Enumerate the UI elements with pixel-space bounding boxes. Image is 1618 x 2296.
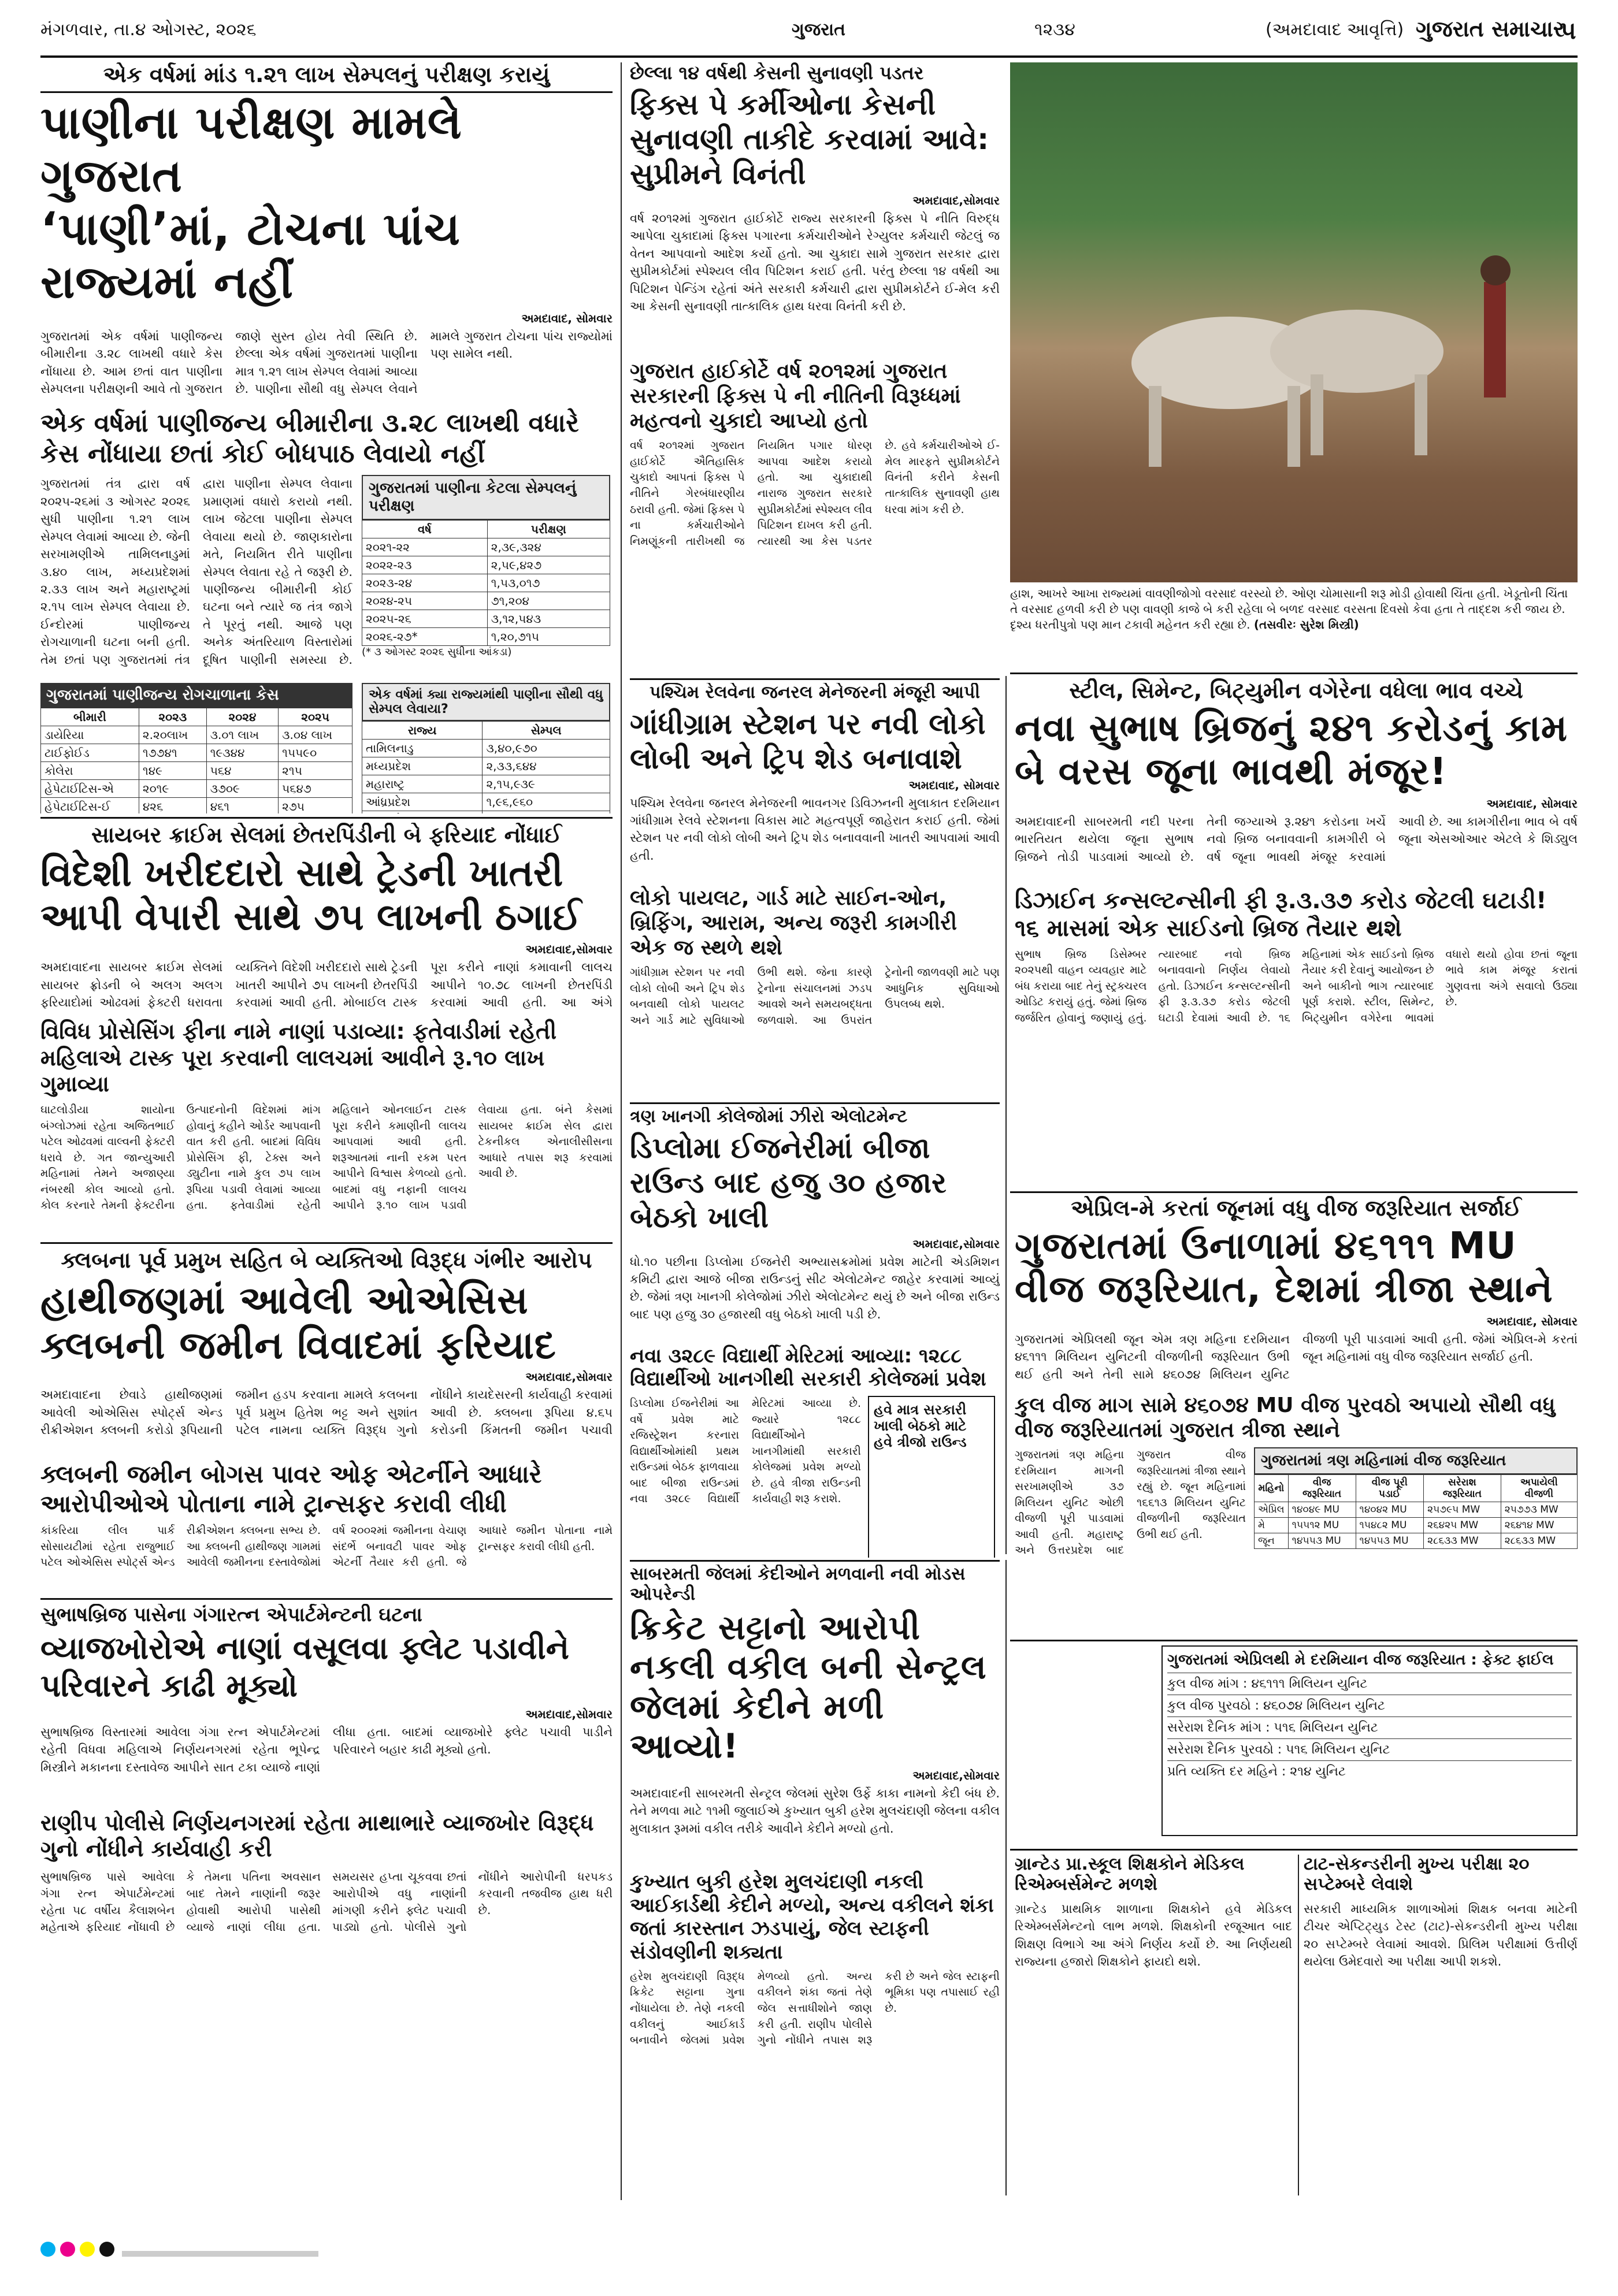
subheadline: કુખ્યાત બુકી હરેશ મુલચંદાણી નકલી આઈકાર્ડથી કેદીને મળ્યો, અન્ય વકીલને શંકા જતાં કારસ્તાન ઝડપાયું, જેલ સ્ટાફની સંડોવણીની શક્યતા: [630, 1870, 994, 1964]
samples-table-note: (* ૩ ઓગસ્ટ ૨૦૨૬ સુધીના આંકડા): [362, 646, 512, 659]
bullocks-plowing-illustration: [1010, 62, 1578, 582]
water-testing-story: [40, 62, 613, 813]
table-row: ૨૦૨૬-૨૭* ૧,૨૦,૭૧૫: [362, 628, 610, 646]
color-registration-bar: [40, 2242, 1578, 2265]
subheadline: ડિઝાઈન કન્સલ્ટન્સીની ફી રૂ.૩.૩૭ કરોડ જેટલી ઘટાડી! ૧૬ માસમાં એક સાઈડનો બ્રિજ તૈયાર થશે: [1015, 887, 1547, 942]
divider: [40, 91, 613, 93]
column-divider: [1298, 1855, 1299, 2195]
dateline: અમદાવાદ, સોમવાર: [1486, 1314, 1578, 1328]
subheadline: ગુજરાત હાઈકોર્ટે વર્ષ ૨૦૧૨માં ગુજરાત સરકારની ફિક્સ પે ની નીતિની વિરૂધ્ધમાં મહત્વનો ચુકાદો આપ્યો હતો: [630, 359, 961, 433]
samples-table-title: ગુજરાતમાં પાણીના કેટલા સેમ્પલનું પરીક્ષણ: [362, 475, 610, 520]
kicker: સ્ટીલ, સિમેન્ટ, બિટ્યુમીન વગેરેના વધેલા ભાવ વચ્ચે: [1069, 678, 1523, 703]
subheadline: ક્લબની જમીન બોગસ પાવર ઓફ એટર્નીને આધારે આરોપીઓએ પોતાના નામે ટ્રાન્સફર કરાવી લીધી: [40, 1460, 542, 1518]
headline: હાથીજણમાં આવેલી ઓએસિસ ક્લબની જમીન વિવાદમાં ફરિયાદ: [40, 1277, 556, 1368]
divider: [40, 817, 613, 819]
col-header: પરીક્ષણ: [487, 521, 610, 538]
column-divider: [621, 62, 622, 2200]
disease-table: બીમારી ૨૦૨૩ ૨૦૨૪ ૨૦૨૫ ડાયેરિયા ૨.૨૦લાખ ૩.૦૧ લાખ ૩.૦૪ લાખ ટાઈફોઈડ ૧૭૭૪૧ ૧૯૩૪૪ ૧૫૫૯૦ કોલેરા ૧૪૯ ૫૬૪ ૨૧૫ હેપેટાઈટિસ-એ ૨૦૧૯ ૩૭૦૯ ૫૬૪૭ હેપેટાઈટિસ-ઈ ૪૨૬ ૪૬૧ ૨૭૫: [40, 708, 352, 813]
dateline: અમદાવાદ,સોમવાર: [912, 1768, 1000, 1782]
dateline: અમદાવાદ,સોમવાર: [525, 1370, 613, 1384]
kicker: ટાટ-સેકન્ડરીની મુખ્ય પરીક્ષા ૨૦ સપ્ટેમ્બરે લેવાશે: [1304, 1855, 1530, 1894]
lead-text: ગુજરાતમાં એપ્રિલથી જૂન એમ ત્રણ મહિના દરમિયાન ૪૬૧૧૧ મિલિયન યુનિટની વીજળીની જરૂરિયાત ઉભી થઈ હતી અને તેની સામે ૪૬૦૭૪ મિલિયન યુનિટ વીજળી પૂરી પાડવામાં આવી હતી. જેમાં એપ્રિલ-મે કરતાં જૂન મહિનામાં વધુ વીજ જરૂરિયાત સર્જાઈ હતી.: [1015, 1332, 1578, 1381]
photo-credit: (તસવીરઃ સુરેશ મિસ્ત્રી): [1253, 618, 1359, 631]
body-text: કાંકરિયા લીલ પાર્ક સોસાયટીમાં રહેતા રાજુભાઈ પટેલ ઓએસિસ સ્પોર્ટ્સ એન્ડ રીક્રીએશન ક્લબના સભ્ય છે. આ ક્લબની હાથીજણ ગામમાં આવેલી જમીનના દસ્તાવેજોમાં વર્ષ ૨૦૦૨માં જમીનના વેચાણ સંદર્ભે બનાવટી પાવર ઓફ એટર્ની તૈયાર કરી હતી. જે આધારે જમીન પોતાના નામે ટ્રાન્સફર કરાવી લીધી હતી.: [40, 1524, 613, 1569]
body-text: ગાંધીગ્રામ સ્ટેશન પર નવી લોકો લોબી અને ટ્રિપ શેડ બનવાથી લોકો પાયલટ અને ગાર્ડ માટે સુવિધાઓ ઉભી થશે. જેના કારણે ટ્રેનોના સંચાલનમાં ઝડપ આવશે અને સમયબદ્ધતા જળવાશે. આ ઉપરાંત ટ્રેનોની જાળવણી માટે પણ આધુનિક સુવિધાઓ ઉપલબ્ધ થશે.: [630, 966, 1000, 1027]
fact-item: કુલ વીજ પુરવઠો : ૪૬૦૭૪ મિલિયન યુનિટ: [1167, 1695, 1572, 1717]
table-row: કોલેરા ૧૪૯ ૫૬૪ ૨૧૫: [41, 762, 352, 780]
divider: [630, 678, 1000, 680]
table-row: તામિલનાડુ ૩,૪૦,૯૭૦: [362, 740, 610, 757]
jail-story: [630, 1565, 1000, 2194]
kicker: પશ્ચિમ રેલવેના જનરલ મેનેજરની મંજૂરી આપી: [650, 683, 980, 703]
caption-text: હાશ, આખરે આખા રાજ્યમાં વાવણીજોગો વરસાદ વરસ્યો છે. ઓણ ચોમાસાની શરૂ મોડી હોવાથી ચિંતા હતી. ખેડૂતોની ચિંતા તે વરસાદ હળવી કરી છે પણ વાવણી કાજે બે કરી રહેલા બે બળદ વરસાદ વરસતા દિવસો કેવા હતા તે તાદ્દશ કરી જાય છે. દૃશ્ય ધરતીપુત્રો પણ માન ટકાવી મહેનત કરી રહ્યા છે.: [1010, 586, 1568, 631]
column-divider: [1005, 676, 1007, 1554]
page-number: ૫: [1560, 16, 1576, 44]
fact-file-title: ગુજરાતમાં એપ્રિલથી મે દરમિયાન વીજ જરૂરિયાત : ફેક્ટ ફાઈલ: [1167, 1651, 1554, 1669]
subheadline: કુલ વીજ માગ સામે ૪૬૦૭૪ MU વીજ પુરવઠો અપાયો સૌથી વધુ વીજ જરૂરિયાતમાં ગુજરાત ત્રીજા સ્થાને: [1015, 1393, 1556, 1442]
body-text: ડિપ્લોમા ઈજનેરીમાં આ વર્ષે પ્રવેશ માટે રજિસ્ટ્રેશન કરનારા વિદ્યાર્થીઓમાંથી પ્રથમ રાઉન્ડમાં બેઠક ફાળવાયા બાદ બીજા રાઉન્ડમાં નવા ૩૨૮૯ વિદ્યાર્થી મેરિટમાં આવ્યા છે. જ્યારે ૧૨૮૮ વિદ્યાર્થીઓને ખાનગીમાંથી સરકારી કોલેજમાં પ્રવેશ મળ્યો છે. હવે ત્રીજા રાઉન્ડની કાર્યવાહી શરૂ કરાશે.: [630, 1397, 861, 1506]
body-text: ગુજરાતમાં તંત્ર દ્વારા વર્ષ ૨૦૨૫-૨૬માં ૩ ઓગસ્ટ ૨૦૨૬ સુધી પાણીના ૧.૨૧ લાખ સેમ્પલ લેવામાં આવ્યા છે. જેની સરખામણીએ તામિલનાડુમાં ૩.૪૦ લાખ, મધ્યપ્રદેશમાં ૨.૩૩ લાખ અને મહારાષ્ટ્રમાં ૨.૧૫ લાખ સેમ્પલ લેવાયા છે. ઈન્દોરમાં પાણીજન્ય રોગચાળાની ઘટના બની હતી. તેમ છતાં પણ ગુજરાતમાં તંત્ર દ્વારા પાણીના સેમ્પલ લેવાના પ્રમાણમાં વધારો કરાયો નથી. લાખ જેટલા પાણીના સેમ્પલ લેવાયા થયો છે. જાણકારોના મતે, નિયમિત રીતે પાણીના સેમ્પલ લેવાતા રહે તે જરૂરી છે. પાણીજન્ય બીમારીની કોઈ ઘટના બને ત્યારે જ તંત્ર જાગે તે પૂરતું નથી. આજે પણ અનેક અંતરિયાળ વિસ્તારોમાં દૂષિત પાણીની સમસ્યા છે.: [40, 477, 352, 667]
dateline: અમદાવાદ,સોમવાર: [912, 193, 1000, 207]
dateline: અમદાવાદ,સોમવાર: [525, 942, 613, 957]
divider: [630, 1102, 1000, 1104]
table-row: ૨૦૨૪-૨૫ ૭૧,૨૦૪: [362, 592, 610, 610]
fact-item: કુલ વીજ માંગ : ૪૬૧૧૧ મિલિયન યુનિટ: [1167, 1673, 1572, 1695]
lead-text: પશ્ચિમ રેલવેના જનરલ મેનેજરની ભાવનગર ડિવિઝનની મુલાકાત દરમિયાન ગાંધીગ્રામ રેલવે સ્ટેશનના વિકાસ માટે મહત્વપૂર્ણ જાહેરાત કરાઈ હતી. જેમાં સ્ટેશન પર નવી લોકો લોબી અને ટ્રિપ શેડ બનાવવાની ખાતરી આપવામાં આવી હતી.: [630, 796, 1000, 863]
subheadline: વિવિધ પ્રોસેસિંગ ફીના નામે નાણાં પડાવ્યા: ફતેવાડીમાં રહેતી મહિલાએ ટાસ્ક પૂરા કરવાની લાલચમાં આવીને રૂ.૧૦ લાખ ગુમાવ્યા: [40, 1019, 557, 1097]
body-text: સુભાષબ્રિજ પાસે આવેલા ગંગા રત્ન એપાર્ટમેન્ટમાં રહેતા ૫૮ વર્ષીય કૈલાશબેન મહેતાએ ફરિયાદ નોંધાવી છે કે તેમના પતિના અવસાન બાદ તેમને નાણાંની જરૂર હોવાથી આરોપી પાસેથી વ્યાજે નાણાં લીધા હતા. સમયસર હપ્તા ચૂકવવા છતાં આરોપીએ વધુ નાણાંની માંગણી કરીને ફ્લેટ પચાવી પાડ્યો હતો. પોલીસે ગુનો નોંધીને આરોપીની ધરપકડ કરવાની તજવીજ હાથ ધરી છે.: [40, 1869, 613, 1934]
table-row: મહારાષ્ટ્ર ૨,૧૫,૯૩૯: [362, 775, 610, 793]
samples-table: [362, 520, 610, 646]
railway-story: [630, 683, 1000, 1099]
dateline: અમદાવાદ, સોમવાર: [908, 778, 1000, 792]
headline-line2: ‘પાણી’માં, ટોચના પાંચ રાજ્યમાં નહીં: [40, 203, 461, 309]
lead-text: અમદાવાદના છેવાડે હાથીજણમાં આવેલી ઓએસિસ સ્પોર્ટ્સ એન્ડ રીક્રીએશન ક્લબની કરોડો રૂપિયાની જમીન હડપ કરવાના મામલે કલબના પૂર્વ પ્રમુખ હિતેશ ભટ્ટ અને સુશાંત પટેલ નામના વ્યક્તિ વિરૂદ્ધ ગુનો નોંધીને કાયદેસરની કાર્યવાહી કરવામાં આવી છે. ક્લબના રૂપિયા ૪.૬૫ કરોડની કિંમતની જમીન પચાવી: [40, 1388, 613, 1437]
states-table-title: એક વર્ષમાં ક્યા રાજ્યમાંથી પાણીના સૌથી વધુ સેમ્પલ લેવાયા?: [362, 683, 610, 721]
kicker: છેલ્લા ૧૪ વર્ષથી કેસની સુનાવણી પડતર: [630, 62, 924, 84]
kicker: એક વર્ષમાં માંડ ૧.૨૧ લાખ સેમ્પલનું પરીક્ષણ કરાયું: [103, 62, 550, 87]
body-text: સરકારી માધ્યમિક શાળાઓમાં શિક્ષક બનવા માટેની ટીચર એપ્ટિટ્યુડ ટેસ્ટ (ટાટ)-સેકન્ડરીની મુખ્ય પરીક્ષા ૨૦ સપ્ટેમ્બરે લેવામાં આવશે. પ્રિલિમ પરીક્ષામાં ઉત્તીર્ણ થયેલા ઉમેદવારો આ પરીક્ષા આપી શકશે.: [1304, 1902, 1578, 1969]
divider: [1010, 1640, 1578, 1641]
table-row: ટાઈફોઈડ ૧૭૭૪૧ ૧૯૩૪૪ ૧૫૫૯૦: [41, 744, 352, 762]
body-text: હરેશ મુલચંદાણી વિરૂદ્ધ ક્રિકેટ સટ્ટાના ગુના નોંધાયેલા છે. તેણે નકલી વકીલનું આઈકાર્ડ બનાવીને જેલમાં પ્રવેશ મેળવ્યો હતો. અન્ય વકીલને શંકા જતાં તેણે જેલ સત્તાધીશોને જાણ કરી હતી. રાણીપ પોલીસે ગુનો નોંધીને તપાસ શરૂ કરી છે અને જેલ સ્ટાફની ભૂમિકા પણ તપાસાઈ રહી છે.: [630, 1970, 1000, 2047]
lead-text: ગુજરાતમાં એક વર્ષમાં પાણીજન્ય બીમારીના ૩.૨૮ લાખથી વધારે કેસ નોંધાયા છે. આમ છતાં વાત પાણીના સેમ્પલના પરીક્ષણની આવે તો ગુજરાત જાણે સુસ્ત હોય તેવી સ્થિતિ છે. છેલ્લા એક વર્ષમાં ગુજરાતમાં પાણીના માત્ર ૧.૨૧ લાખ સેમ્પલ લેવામાં આવ્યા છે. પાણીના સૌથી વધુ સેમ્પલ લેવાને મામલે ગુજરાત ટોચના પાંચ રાજ્યોમાં પણ સામેલ નથી.: [40, 329, 613, 396]
diploma-story: [630, 1107, 1000, 1558]
kicker: ગ્રાન્ટેડ પ્રા.સ્કૂલ શિક્ષકોને મેડિકલ રિએમ્બર્સમેન્ટ મળશે: [1015, 1855, 1245, 1894]
table-row: એપ્રિલ ૧૪૦૪૯ MU ૧૪૦૪૨ MU ૨૫૭૯૫ MW ૨૫૭૭૩ MW: [1255, 1502, 1578, 1518]
body-text: ગુજરાતમાં ત્રણ મહિના દરમિયાન માગની સરખામણીએ ૩૭ મિલિયન યુનિટ ઓછી વીજળી પૂરી પાડવામાં આવી હતી. મહારાષ્ટ્ર અને ઉત્તરપ્રદેશ બાદ ગુજરાત વીજ જરૂરિયાતમાં ત્રીજા સ્થાને રહ્યું છે. જૂન મહિનામાં ૧૬૬૧૩ મિલિયન યુનિટ વીજળીની જરૂરિયાત ઉભી થઈ હતી.: [1015, 1448, 1246, 1557]
table-row: [362, 811, 610, 813]
fact-item: સરેરાશ દૈનિક માંગ : ૫૧૬ મિલિયન યુનિટ: [1167, 1717, 1572, 1738]
table-row: ૨૦૨૨-૨૩ ૨,૫૯,૪૨૭: [362, 556, 610, 574]
sidebar-box: હવે માત્ર સરકારી ખાલી બેઠકો માટે હવે ત્રીજો રાઉન્ડ: [868, 1396, 995, 1558]
lead-text: અમદાવાદની સાબરમતી નદી પરના ભારતિયત થયેલા જૂના સુભાષ બ્રિજને તોડી પાડવામાં આવ્યો છે. તેની જગ્યાએ રૂ.૨૪૧ કરોડના ખર્ચે નવો બ્રિજ બનાવવાની કામગીરી બે વર્ષ જૂના ભાવથી મંજૂર કરવામાં આવી છે. આ કામગીરીના ભાવ બે વર્ષ જૂના એસઓઆર એટલે કે શિડ્યુલ: [1015, 814, 1578, 864]
power-demand-story: [1015, 1196, 1578, 1635]
power-table-title: ગુજરાતમાં ત્રણ મહિનામાં વીજ જરૂરિયાત: [1254, 1447, 1578, 1474]
farm-photo: [1010, 62, 1578, 582]
column-divider: [1005, 1560, 1007, 2195]
subheadline: રાણીપ પોલીસે નિર્ણયનગરમાં રહેતા માથાભારે વ્યાજખોર વિરૂદ્ધ ગુનો નોંધીને કાર્યવાહી કરી: [40, 1810, 594, 1862]
body-text: ઘાટલોડીયા શાયોના બંગ્લોઝમાં રહેતા અજિતભાઈ પટેલ ઓઢવમાં વાલ્વની ફેક્ટરી ધરાવે છે. ગત જાન્યુઆરી મહિનામાં તેમને અજાણ્યા નંબરથી કોલ આવ્યો હતો. કોલ કરનારે તેમની ફેક્ટરીના ઉત્પાદનોની વિદેશમાં માંગ હોવાનું કહીને ઓર્ડર આપવાની વાત કરી હતી. બાદમાં વિવિધ પ્રોસેસિંગ ફી, ટેક્સ અને ડ્યુટીના નામે કુલ ૭૫ લાખ રૂપિયા પડાવી લેવામાં આવ્યા હતા. ફતેવાડીમાં રહેતી મહિલાને ઓનલાઈન ટાસ્ક પૂરા કરીને કમાણીની લાલચ આપવામાં આવી હતી. શરૂઆતમાં નાની રકમ પરત આપીને વિશ્વાસ કેળવ્યો હતો. બાદમાં વધુ નફાની લાલચ આપીને રૂ.૧૦ લાખ પડાવી લેવાયા હતા. બંને કેસમાં સાયબર ક્રાઈમ સેલ દ્વારા ટેકનીકલ એનાલીસીસના આધારે તપાસ શરૂ કરવામાં આવી છે.: [40, 1104, 613, 1212]
divider: [1010, 1849, 1578, 1851]
headline: વ્યાજખોરોએ નાણાં વસૂલવા ફ્લેટ પડાવીને પરિવારને કાઢી મૂક્યો: [40, 1630, 569, 1704]
table-row: ૨૦૨૩-૨૪ ૧,૫૩,૦૧૭: [362, 574, 610, 592]
power-fact-file: [1161, 1645, 1578, 1836]
table-row: હેપેટાઈટિસ-ઈ ૪૨૬ ૪૬૧ ૨૭૫: [41, 798, 352, 813]
divider: [40, 1242, 613, 1244]
edition-label: (અમદાવાદ આવૃત્તિ): [1266, 20, 1404, 40]
issue-date: મંગળવાર, તા.૪ ઓગસ્ટ, ૨૦૨૬: [40, 20, 257, 40]
kicker: ક્લબના પૂર્વ પ્રમુખ સહિત બે વ્યક્તિઓ વિરૂદ્ધ ગંભીર આરોપ: [61, 1248, 592, 1273]
table-row: મે ૧૫૫૧૨ MU ૧૫૪૮૨ MU ૨૬૪૨૫ MW ૨૬૪૧૪ MW: [1255, 1518, 1578, 1533]
divider: [630, 1560, 1000, 1562]
table-row: મધ્યપ્રદેશ ૨,૩૩,૬૪૪: [362, 757, 610, 775]
subhash-bridge-story: [1015, 678, 1578, 1187]
table-row: આંધ્રપ્રદેશ ૧,૯૬,૯૬૦: [362, 793, 610, 811]
divider: [1010, 1191, 1578, 1193]
fact-item: પ્રતિ વ્યક્તિ દર મહિને : ૨૧૪ યુનિટ: [1167, 1760, 1572, 1782]
fix-pay-story: [630, 62, 1000, 675]
disease-table-title: ગુજરાતમાં પાણીજન્ય રોગચાળાના કેસ: [40, 683, 352, 708]
headline: વિદેશી ખરીદદારો સાથે ટ્રેડની ખાતરી આપી વેપારી સાથે ૭૫ લાખની ઠગાઈ: [40, 852, 581, 939]
page-code: ૧૨૩૪: [1034, 20, 1075, 40]
headline: ક્રિકેટ સટ્ટાનો આરોપી નકલી વકીલ બની સેન્ટ્રલ જેલમાં કેદીને મળી આવ્યો!: [630, 1608, 987, 1766]
table-row: જૂન ૧૪૫૫૩ MU ૧૪૫૫૩ MU ૨૮૬૩૩ MW ૨૮૬૩૩ MW: [1255, 1533, 1578, 1549]
divider: [40, 1598, 613, 1600]
kicker: સાબરમતી જેલમાં કેદીઓને મળવાની નવી મોડસ ઓપરેન્ડી: [630, 1565, 966, 1604]
header-rule: [40, 55, 1578, 58]
states-table: રાજ્ય સેમ્પલ તામિલનાડુ ૩,૪૦,૯૭૦ મધ્યપ્રદેશ ૨,૩૩,૬૪૪ મહારાષ્ટ્ર ૨,૧૫,૯૩૯ આંધ્રપ્રદેશ ૧,૯૬,૯૬૦: [362, 721, 610, 813]
dateline: અમદાવાદ, સોમવાર: [1486, 796, 1578, 811]
table-row: ૨૦૨૫-૨૬ ૩,૧૨,૫૪૩: [362, 610, 610, 628]
lead-text: ધો.૧૦ પછીના ડિપ્લોમા ઈજનેરી અભ્યાસક્રમોમાં પ્રવેશ માટેની એડમિશન કમિટી દ્વારા આજે બીજા રાઉન્ડનું સીટ એલોટમેન્ટ જાહેર કરવામાં આવ્યું છે. જેમાં ત્રણ ખાનગી કોલેજોમાં ઝીરો એલોટમેન્ટ થયું છે અને બીજા રાઉન્ડ બાદ પણ હજુ ૩૦ હજારથી વધુ બેઠકો ખાલી પડી છે.: [630, 1254, 1000, 1321]
section-name: ગુજરાત: [792, 20, 846, 40]
subheadline: લોકો પાયલટ, ગાર્ડ માટે સાઈન-ઓન, બ્રિફિંગ, આરામ, અન્ય જરૂરી કામગીરી એક જ સ્થળે થશે: [630, 886, 958, 960]
lead-text: વર્ષ ૨૦૧૨માં ગુજરાત હાઈકોર્ટે રાજ્ય સરકારની ફિક્સ પે નીતિ વિરુદ્ધ આપેલા ચુકાદામાં ફિક્સ પગારના કર્મચારીઓને રેગ્યુલર કર્મચારી જેટલું જ વેતન આપવાનો આદેશ કર્યો હતો. આ ચુકાદા સામે ગુજરાત સરકાર દ્વારા સુપ્રીમકોર્ટમાં સ્પેશ્યલ લીવ પિટિશન કરાઈ હતી. પરંતુ છેલ્લા ૧૪ વર્ષથી આ પિટિશન પેન્ડિંગ રહેતાં અંતે સરકારી કર્મચારી દ્વારા સુપ્રીમકોર્ટને ઈ-મેલ કરી આ કેસની સુનાવણી તાત્કાલિક હાથ ધરવા વિનંતી કરી છે.: [630, 211, 1000, 313]
table-row: ડાયેરિયા ૨.૨૦લાખ ૩.૦૧ લાખ ૩.૦૪ લાખ: [41, 726, 352, 744]
kicker: એપ્રિલ-મે કરતાં જૂનમાં વધુ વીજ જરૂરિયાત સર્જાઈ: [1071, 1196, 1521, 1221]
lead-text: સુભાષબ્રિજ વિસ્તારમાં આવેલા ગંગા રત્ન એપાર્ટમેન્ટમાં રહેતી વિધવા મહિલાએ નિર્ણયનગરમાં રહેતા ભૂપેન્દ્ર મિસ્ત્રીને મકાનના દસ્તાવેજ આપીને સાત ટકા વ્યાજે નાણાં લીધા હતા. બાદમાં વ્યાજખોરે ફ્લેટ પચાવી પાડીને પરિવારને બહાર કાઢી મૂક્યો હતો.: [40, 1725, 613, 1774]
table-row: હેપેટાઈટિસ-એ ૨૦૧૯ ૩૭૦૯ ૫૬૪૭: [41, 780, 352, 798]
moneylender-story: [40, 1604, 613, 2193]
headline: ફિક્સ પે કર્મીઓના કેસની સુનાવણી તાકીદે કરવામાં આવે: સુપ્રીમને વિનંતી: [630, 87, 989, 191]
subheadline: એક વર્ષમાં પાણીજન્ય બીમારીના ૩.૨૮ લાખથી વધારે કેસ નોંધાયા છતાં કોઈ બોધપાઠ લેવાયો નહીં: [40, 408, 579, 469]
table-row: ૨૦૨૧-૨૨ ૨,૩૯,૩૨૪: [362, 538, 610, 556]
body-text: સુભાષ બ્રિજ ડિસેમ્બર ૨૦૨૫થી વાહન વ્યવહાર માટે બંધ કરાયા બાદ તેનું સ્ટ્રક્ચરલ ઓડિટ કરાયું હતું. જેમાં બ્રિજ જર્જરિત હોવાનું જણાયું હતું. ત્યારબાદ નવો બ્રિજ બનાવવાનો નિર્ણય લેવાયો હતો. ડિઝાઈન કન્સલ્ટન્સીની ફી રૂ.૩.૩૭ કરોડ જેટલી ઘટાડી દેવામાં આવી છે. ૧૬ મહિનામાં એક સાઈડનો બ્રિજ તૈયાર કરી દેવાનું આયોજન છે અને બાકીનો ભાગ ત્યારબાદ પૂર્ણ કરાશે. સ્ટીલ, સિમેન્ટ, બિટ્યુમીન વગેરેના ભાવમાં વધારો થયો હોવા છતાં જૂના ભાવે કામ મંજૂર કરાતાં ગુણવત્તા અંગે સવાલો ઉઠ્યા છે.: [1015, 948, 1578, 1024]
headline-line1: પાણીના પરીક્ષણ મામલે ગુજરાત: [40, 96, 462, 202]
photo-caption: [1010, 586, 1578, 667]
headline: ડિપ્લોમા ઈજનેરીમાં બીજા રાઉન્ડ બાદ હજુ ૩૦ હજાર બેઠકો ખાલી: [630, 1131, 947, 1234]
lead-text: અમદાવાદની સાબરમતી સેન્ટ્રલ જેલમાં સુરેશ ઉર્ફે કાકા નામનો કેદી બંધ છે. તેને મળવા માટે ૧૧મી જુલાઈએ કુખ્યાત બુકી હરેશ મુલચંદાણી જેલના વકીલ મુલાકાત રૂમમાં વકીલ તરીકે આવીને કેદીને મળ્યો હતો.: [630, 1786, 1000, 1836]
tat-exam-story: [1304, 1855, 1578, 2195]
divider: [1010, 673, 1578, 674]
headline: નવા સુભાષ બ્રિજનું ૨૪૧ કરોડનું કામ બે વરસ જૂના ભાવથી મંજૂર!: [1015, 707, 1568, 794]
kicker: ત્રણ ખાનગી કોલેજોમાં ઝીરો એલોટમેન્ટ: [630, 1107, 908, 1127]
dateline: અમદાવાદ,સોમવાર: [912, 1236, 1000, 1251]
dateline: અમદાવાદ,સોમવાર: [525, 1707, 613, 1721]
fact-item: સરેરાશ દૈનિક પુરવઠો : ૫૧૬ મિલિયન યુનિટ: [1167, 1738, 1572, 1760]
teacher-medical-story: [1015, 1855, 1292, 2195]
col-header: વર્ષ: [362, 521, 488, 538]
dateline: અમદાવાદ, સોમવાર: [521, 311, 613, 325]
power-table: મહિનો વીજ જરૂરિયાત વીજ પૂરી પડાઈ સરેરાશ જરૂરિયાત અપાયેલી વીજળી એપ્રિલ ૧૪૦૪૯ MU ૧૪૦૪૨ MU ૨૫૭૯૫ MW ૨૫૭૭૩ MW મે ૧૫૫૧૨ MU ૧૫૪૮૨ MU ૨૬૪૨૫ MW ૨૬૪૧૪ MW જૂન ૧૪૫૫૩ MU ૧૪૫૫૩ MU ૨૮૬૩૩ MW ૨૮૬૩૩ MW: [1254, 1474, 1578, 1549]
cyber-fraud-story: [40, 823, 613, 1239]
club-land-story: [40, 1248, 613, 1595]
masthead-logo: ગુજરાત સમાચાર: [1416, 16, 1565, 42]
subheadline: નવા ૩૨૮૯ વિદ્યાર્થી મેરિટમાં આવ્યા: ૧૨૮૮ વિદ્યાર્થીઓ ખાનગીથી સરકારી કોલેજમાં પ્રવેશ: [630, 1344, 986, 1391]
headline: ગાંધીગ્રામ સ્ટેશન પર નવી લોકો લોબી અને ટ્રિપ શેડ બનાવાશે: [630, 707, 986, 775]
lead-text: અમદાવાદના સાયબર ક્રાઈમ સેલમાં સાયબર ફ્રોડની બે અલગ અલગ ફરિયાદોમાં ઓઢવમાં ફેક્ટરી ધરાવતા વ્યક્તિને વિદેશી ખરીદદારો સાથે ટ્રેડની ખાતરી આપીને ૭૫ લાખની છેતરપિંડી કરવામાં આવી હતી. મોબાઈલ ટાસ્ક પૂરા કરીને નાણાં કમાવાની લાલચ આપીને ૧૦.૭૮ લાખની છેતરપિંડી કરવામાં આવી હતી. આ અંગે: [40, 960, 613, 1010]
kicker: સાયબર ક્રાઈમ સેલમાં છેતરપિંડીની બે ફરિયાદ નોંધાઈ: [91, 823, 562, 848]
headline: ગુજરાતમાં ઉનાળામાં ૪૬૧૧૧ MU વીજ જરૂરિયાત, દેશમાં ત્રીજા સ્થાને: [1015, 1224, 1553, 1312]
kicker: સુભાષબ્રિજ પાસેના ગંગારત્ન એપાર્ટમેન્ટની ઘટના: [40, 1604, 422, 1626]
body-text: વર્ષ ૨૦૧૨માં ગુજરાત હાઈકોર્ટે ઐતિહાસિક ચુકાદો આપતાં ફિક્સ પે નીતિને ગેરબંધારણીય ઠરાવી હતી. જેમાં ફિક્સ પે ના કર્મચારીઓને નિમણૂંકની તારીખથી જ નિયમિત પગાર ધોરણ આપવા આદેશ કરાયો હતો. આ ચુકાદાથી નારાજ ગુજરાત સરકારે સુપ્રીમકોર્ટમાં સ્પેશ્યલ લીવ પિટિશન દાખલ કરી હતી. ત્યારથી આ કેસ પડતર છે. હવે કર્મચારીઓએ ઈ-મેલ મારફતે સુપ્રીમકોર્ટને વિનંતી કરીને કેસની તાત્કાલિક સુનાવણી હાથ ધરવા માંગ કરી છે.: [630, 439, 1000, 548]
body-text: ગ્રાન્ટેડ પ્રાથમિક શાળાના શિક્ષકોને હવે મેડિકલ રિએમ્બર્સમેન્ટનો લાભ મળશે. શિક્ષકોની રજૂઆત બાદ શિક્ષણ વિભાગે આ અંગે નિર્ણય કર્યો છે. આ નિર્ણયથી રાજ્યના હજારો શિક્ષકોને ફાયદો થશે.: [1015, 1902, 1292, 1969]
